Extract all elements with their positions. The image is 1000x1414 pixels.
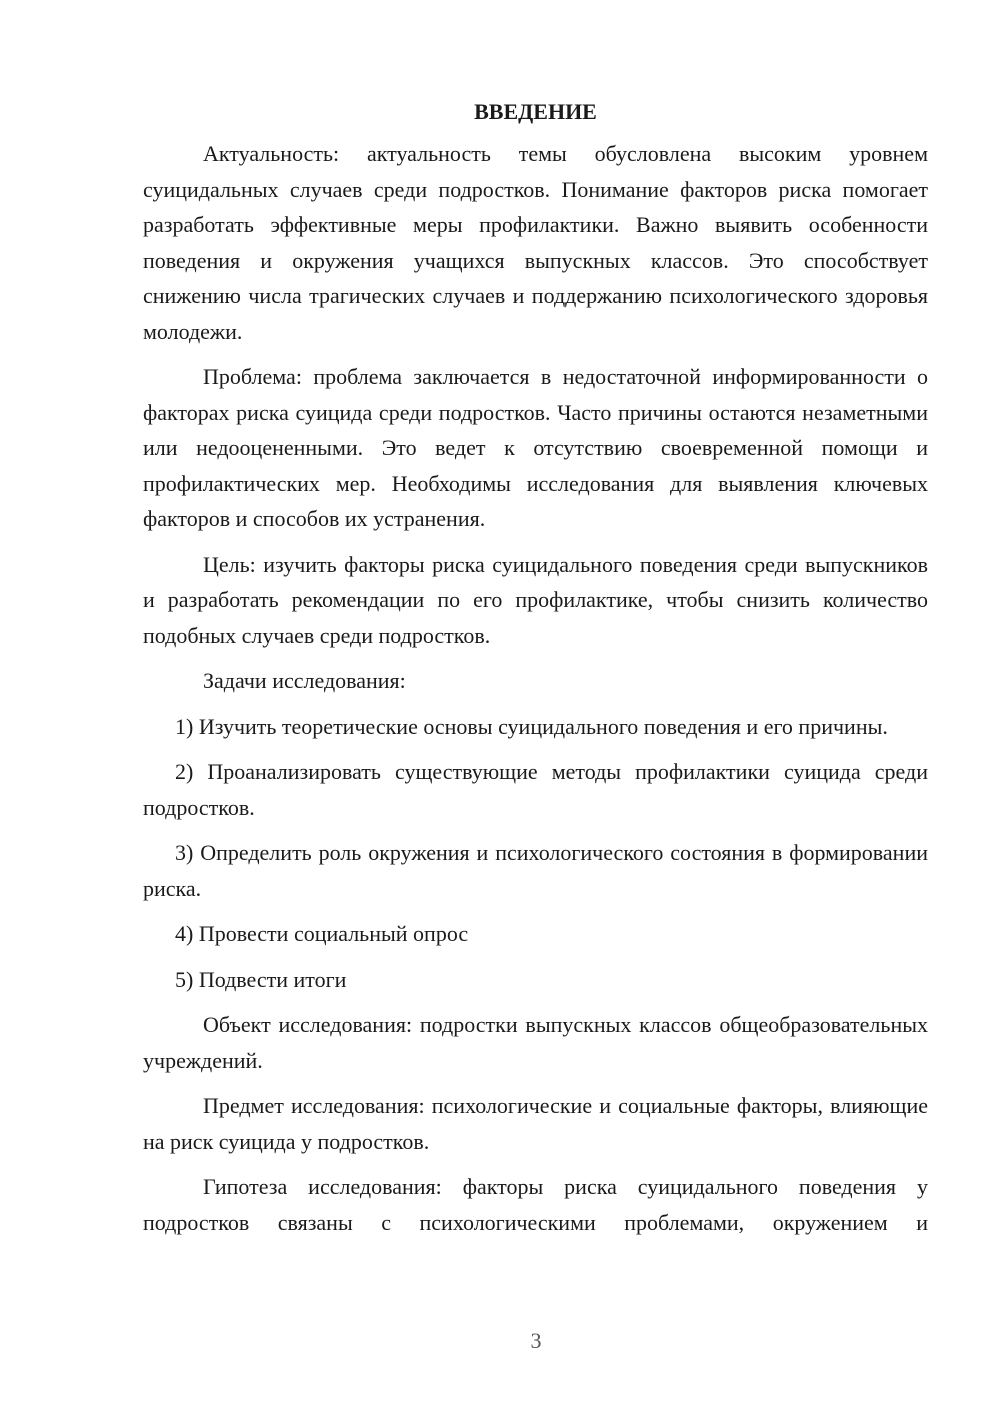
task-item-5: 5) Подвести итоги <box>175 966 347 992</box>
relevance-paragraph: Актуальность: актуальность темы обусловлена высоким уровнем суицидальных случаев среди подростков. Понимание факторов риска помогает разработать эффективные меры профилактики. Важно выявить особенности поведения и окружения учащихся выпускных классов. Это способствует снижению числа трагических случаев и поддержанию психологического здоровья молодежи. <box>143 141 928 344</box>
task-item-4: 4) Провести социальный опрос <box>175 921 469 946</box>
hypothesis-paragraph: Гипотеза исследования: факторы риска суицидального поведения у подростков связаны с психологическими проблемами, окружением и <box>143 1174 928 1235</box>
section-heading: ВВЕДЕНИЕ <box>474 99 597 124</box>
task-item-1: 1) Изучить теоретические основы суицидального поведения и его причины. <box>175 713 888 739</box>
subject-paragraph: Предмет исследования: психологические и социальные факторы, влияющие на риск суицида у подростков. <box>143 1093 928 1154</box>
problem-paragraph: Проблема: проблема заключается в недостаточной информированности о факторах риска суицида среди подростков. Часто причины остаются незаметными или недооцененными. Это ведет к отсутствию своевременной помощи и профилактических мер. Необходимы исследования для выявления ключевых факторов и способов их устранения. <box>143 364 928 531</box>
task-item-2: 2) Проанализировать существующие методы профилактики суицида среди подростков. <box>143 759 928 820</box>
document-page <box>143 92 928 1250</box>
task-item-3: 3) Определить роль окружения и психологического состояния в формировании риска. <box>143 840 928 901</box>
page-number: 3 <box>530 1328 542 1353</box>
goal-paragraph: Цель: изучить факторы риска суицидального поведения среди выпускников и разработать рекомендации по его профилактике, чтобы снизить количество подобных случаев среди подростков. <box>143 551 928 648</box>
object-paragraph: Объект исследования: подростки выпускных классов общеобразовательных учреждений. <box>143 1012 928 1073</box>
tasks-title: Задачи исследования: <box>203 668 406 693</box>
